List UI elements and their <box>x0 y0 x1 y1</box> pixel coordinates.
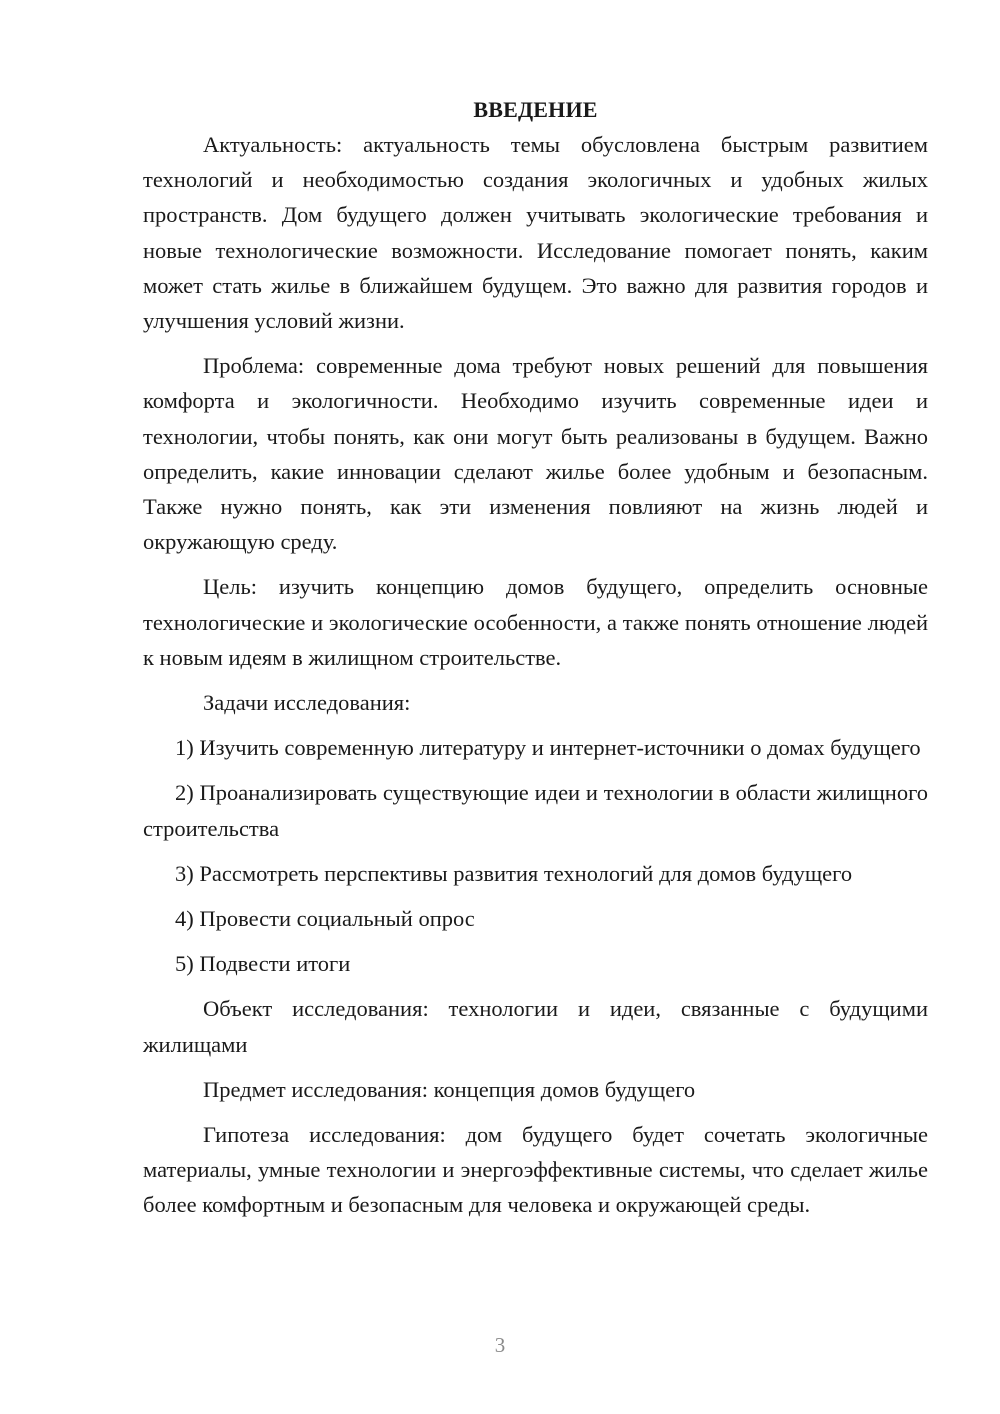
list-item: 4) Провести социальный опрос <box>175 906 475 932</box>
paragraph-hypothesis: Гипотеза исследования: дом будущего будет сочетать экологичные материалы, умные технологии и энергоэффективные системы, что сделает жилье более комфортным и безопасным для человека и окружающей среды. <box>143 1122 928 1218</box>
list-item: 3) Рассмотреть перспективы развития технологий для домов будущего <box>175 860 853 886</box>
tasks-heading: Задачи исследования: <box>203 690 411 716</box>
section-title: ВВЕДЕНИЕ <box>473 97 598 122</box>
paragraph-problem: Проблема: современные дома требуют новых решений для повышения комфорта и экологичности. Необходимо изучить современные идеи и технологии, чтобы понять, как они могут быть реализованы в будущем. Важно определить, какие инновации сделают жилье более удобным и безопасным. Также нужно понять, как эти изменения повлияют на жизнь людей и окружающую среду. <box>143 353 928 555</box>
list-item: 5) Подвести итоги <box>175 951 351 977</box>
paragraph-subject: Предмет исследования: концепция домов будущего <box>203 1076 696 1102</box>
page-number: 3 <box>494 1333 506 1357</box>
paragraph-goal: Цель: изучить концепцию домов будущего, определить основные технологические и экологические особенности, а также понять отношение людей к новым идеям в жилищном строительстве. <box>143 574 928 670</box>
tasks-list <box>143 730 928 981</box>
list-item: 2) Проанализировать существующие идеи и технологии в области жилищного строительства <box>143 780 928 841</box>
list-item: 1) Изучить современную литературу и интернет-источники о домах будущего <box>175 735 921 761</box>
document-page <box>143 92 928 1233</box>
paragraph-object: Объект исследования: технологии и идеи, связанные с будущими жилищами <box>143 996 928 1057</box>
paragraph-relevance: Актуальность: актуальность темы обусловлена быстрым развитием технологий и необходимостью создания экологичных и удобных жилых пространств. Дом будущего должен учитывать экологические требования и новые технологические возможности. Исследование помогает понять, каким может стать жилье в ближайшем будущем. Это важно для развития городов и улучшения условий жизни. <box>143 132 928 334</box>
